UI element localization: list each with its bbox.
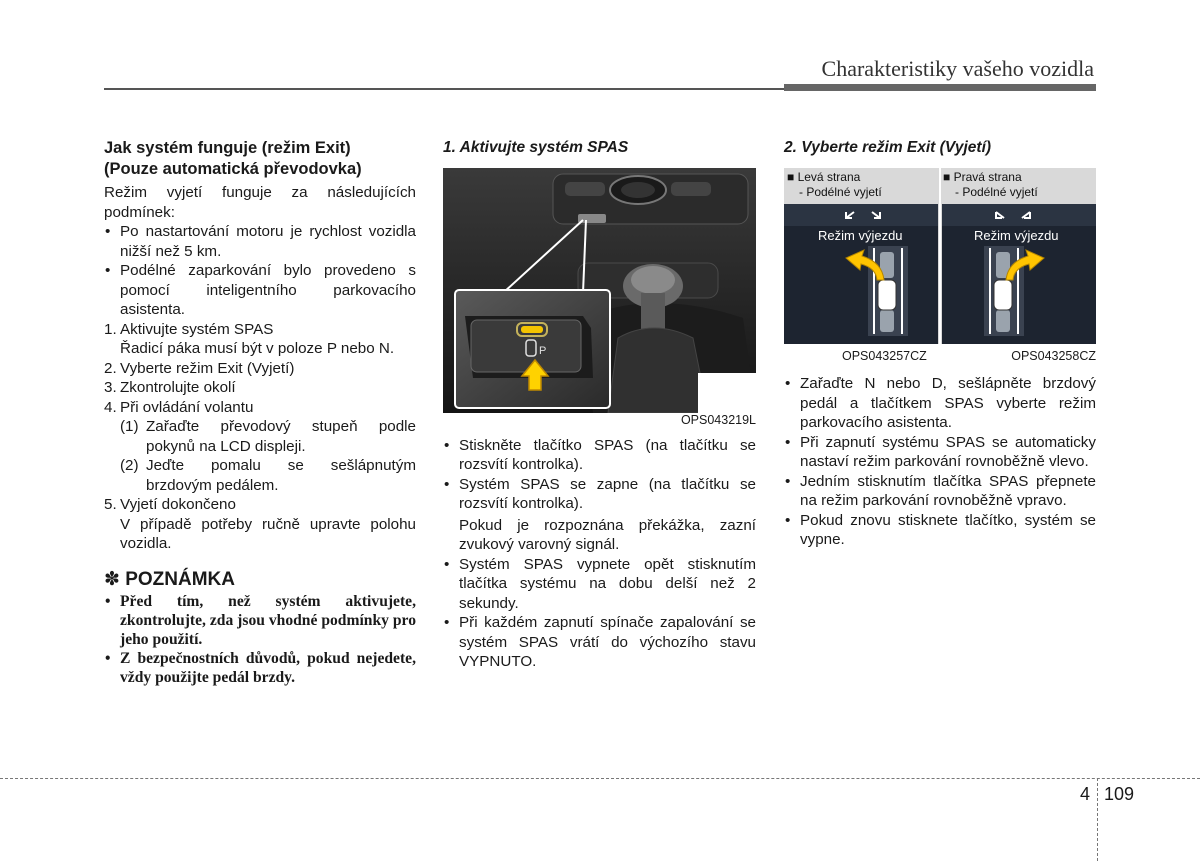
- step-item: [104, 398, 416, 418]
- instruction-bullet: • Při každém zapnutí spínače zapalování se systém SPAS vrátí do výchozího stavu VYPNUTO.: [443, 613, 756, 672]
- page-header-title: Charakteristiky vašeho vozidla: [821, 56, 1094, 81]
- step-number: 2.: [104, 359, 117, 377]
- footer-divider: [0, 778, 1200, 779]
- substep-item: [104, 456, 416, 495]
- figure-title: 2. Vyberte režim Exit (Vyjetí): [784, 139, 992, 156]
- step-text: Zkontrolujte okolí: [120, 379, 236, 396]
- chapter-number: 4: [1080, 784, 1091, 804]
- intro-text: Režim vyjetí funguje za následujících podmínek:: [104, 184, 416, 221]
- section-heading: [104, 138, 416, 180]
- right-side-label: ■ Pravá strana: [943, 169, 1022, 184]
- step-number: 4.: [104, 398, 117, 416]
- instruction-detail: Pokud je rozpoznána překážka, zazní zvukový varovný signál.: [459, 516, 756, 553]
- footer-divider-vertical: [1097, 778, 1098, 861]
- figure-title: 1. Aktivujte systém SPAS: [443, 139, 629, 156]
- spas-button-illustration: [443, 168, 756, 413]
- header-rule-accent: [784, 84, 1096, 91]
- instruction-bullet: • Při zapnutí systému SPAS se automaticky nastaví režim parkování rovnoběžně vlevo.: [784, 433, 1096, 472]
- substep-item: [104, 417, 416, 456]
- step-text: Vyberte režim Exit (Vyjetí): [120, 359, 295, 377]
- right-side-sublabel: - Podélné vyjetí: [955, 184, 1038, 199]
- column-left: [104, 138, 416, 687]
- section-heading-line: Jak systém funguje (režim Exit): [104, 139, 351, 157]
- instruction-bullet: • Systém SPAS se zapne (na tlačítku se rozsvítí kontrolka).: [443, 475, 756, 514]
- left-lcd-screen: [784, 204, 938, 344]
- condition-bullet: • Podélné zaparkování bylo provedeno s pomocí inteligentního parkovacího asistenta.: [104, 261, 416, 320]
- step-text: Při ovládání volantu: [120, 398, 254, 416]
- figure-code: OPS043258CZ: [1011, 348, 1096, 363]
- page-number: 109: [1104, 784, 1135, 804]
- column-middle: [443, 138, 756, 672]
- exit-mode-displays: [784, 168, 1096, 344]
- note-title: ✽ POZNÁMKA: [104, 568, 235, 590]
- condition-bullet: • Po nastartování motoru je rychlost vozidla nižší než 5 km.: [104, 222, 416, 261]
- left-side-sublabel: - Podélné vyjetí: [799, 184, 882, 199]
- figure-code: OPS043257CZ: [842, 348, 927, 363]
- step-detail: Řadicí páka musí být v poloze P nebo N.: [120, 340, 395, 357]
- screen-mode-text: Režim výjezdu: [974, 227, 1059, 243]
- instruction-bullet: • Jedním stisknutím tlačítka SPAS přepnete na režim parkování rovnoběžně vpravo.: [784, 472, 1096, 511]
- section-heading-line: (Pouze automatická převodovka): [104, 160, 362, 178]
- step-text: Vyjetí dokončeno: [120, 496, 236, 513]
- step-item: [104, 378, 416, 398]
- substep-text: Zařaďte převodový stupeň podle pokynů na LCD displeji.: [146, 418, 416, 455]
- step-detail: V případě potřeby ručně upravte polohu vozidla.: [120, 515, 416, 552]
- substep-text: Jeďte pomalu se sešlápnutým brzdovým pedálem.: [146, 457, 416, 494]
- header-rule: [104, 88, 784, 90]
- instruction-bullet: • Zařaďte N nebo D, sešlápněte brzdový pedál a tlačítkem SPAS vyberte režim parkovacího asistenta.: [784, 374, 1096, 433]
- figure-code: OPS043219L: [680, 412, 756, 427]
- step-number: 1.: [104, 320, 117, 338]
- button-p-label: P: [539, 344, 547, 357]
- note-item: • Před tím, než systém aktivujete, zkontrolujte, zda jsou vhodné podmínky pro jeho použití.: [104, 592, 416, 649]
- note-item: • Z bezpečnostních důvodů, pokud nejedete, vždy použijte pedál brzdy.: [104, 649, 416, 687]
- column-right: [784, 138, 1096, 550]
- substep-number: (2): [120, 457, 139, 474]
- step-number: 3.: [104, 379, 117, 396]
- right-lcd-screen: [942, 204, 1096, 344]
- instruction-bullet: • Systém SPAS vypnete opět stisknutím tlačítka systému na dobu delší než 2 sekundy.: [443, 555, 756, 614]
- instruction-bullet: • Stiskněte tlačítko SPAS (na tlačítku se rozsvítí kontrolka).: [443, 436, 756, 475]
- left-side-label: ■ Levá strana: [787, 169, 861, 184]
- step-number: 5.: [104, 496, 117, 513]
- substep-number: (1): [120, 418, 139, 435]
- screen-mode-text: Režim výjezdu: [818, 227, 903, 243]
- step-text: Aktivujte systém SPAS: [120, 320, 274, 338]
- step-item: [104, 495, 416, 515]
- instruction-bullet: • Pokud znovu stisknete tlačítko, systém se vypne.: [784, 511, 1096, 550]
- step-item: [104, 359, 416, 379]
- step-item: [104, 320, 416, 340]
